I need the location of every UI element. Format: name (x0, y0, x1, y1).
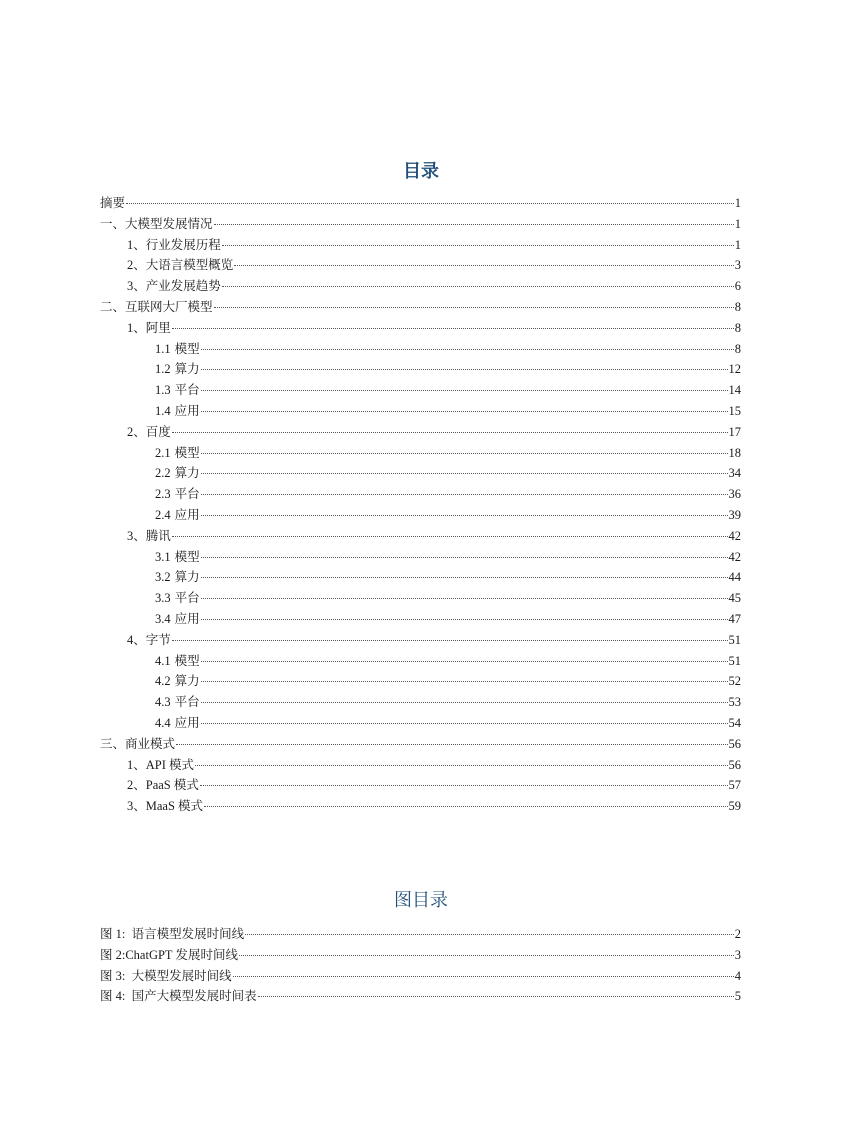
toc-entry-number: 3.1 (155, 549, 171, 564)
toc-entry[interactable] (100, 380, 741, 401)
dot-leader (234, 265, 733, 266)
dot-leader (200, 785, 728, 786)
figure-entry-page: 2 (734, 927, 741, 941)
toc-entry[interactable] (100, 297, 741, 318)
toc-entry-number: 2.4 (155, 507, 171, 522)
dot-leader (214, 307, 734, 308)
figure-entry-page: 4 (734, 968, 741, 983)
toc-entry[interactable] (100, 630, 741, 651)
toc-entry-page: 1 (734, 216, 741, 231)
dot-leader (201, 473, 728, 474)
dot-leader (201, 411, 728, 412)
toc-entry-page: 8 (734, 299, 741, 314)
dot-leader (245, 934, 734, 935)
toc-entry-page: 53 (728, 695, 741, 710)
toc-entry-text: 应用 (174, 507, 200, 522)
toc-entry-page: 3 (734, 258, 741, 273)
toc-entry[interactable] (100, 713, 741, 734)
toc-title: 目录 (403, 161, 439, 182)
toc-entry-page: 52 (728, 674, 741, 689)
toc-entry-page: 42 (728, 549, 741, 564)
dot-leader (239, 955, 734, 956)
toc-entry-page: 1 (734, 237, 741, 252)
toc-entry[interactable] (100, 651, 741, 672)
dot-leader (172, 640, 728, 641)
toc-entry-page: 12 (728, 362, 741, 377)
toc-entry-page: 54 (728, 715, 741, 730)
toc-entry-number: 1.2 (155, 362, 171, 377)
toc-entry-text: 摘要 (100, 196, 126, 210)
toc-entry[interactable] (100, 588, 741, 609)
toc-entry[interactable] (100, 422, 741, 443)
toc-entry[interactable] (100, 401, 741, 422)
toc-entry-text: 3、产业发展趋势 (127, 279, 221, 294)
dot-leader (201, 557, 728, 558)
toc-entry[interactable] (100, 755, 741, 776)
toc-entry[interactable] (100, 775, 741, 796)
dot-leader (172, 536, 728, 537)
toc-entry-text: 模型 (174, 549, 200, 564)
toc-entry-number: 2.2 (155, 466, 171, 481)
dot-leader (201, 723, 728, 724)
toc-entry[interactable] (100, 692, 741, 713)
dot-leader (201, 369, 728, 370)
toc-entry-number: 4.3 (155, 695, 171, 710)
toc-entry[interactable] (100, 276, 741, 297)
dot-leader (172, 432, 728, 433)
toc-entry-page: 1 (734, 196, 741, 210)
figure-entry-page: 3 (734, 947, 741, 962)
toc-entry-number: 4.1 (155, 653, 171, 668)
toc-entry[interactable] (100, 339, 741, 360)
toc-entry[interactable] (100, 443, 741, 464)
toc-entry-text: 应用 (174, 611, 200, 626)
figure-entry-text: 图 2:ChatGPT 发展时间线 (100, 947, 238, 962)
dot-leader (258, 996, 734, 997)
dot-leader (201, 598, 728, 599)
toc-entry-text: 平台 (174, 487, 200, 502)
dot-leader (201, 494, 728, 495)
toc-entry-text: 1、API 模式 (127, 757, 195, 772)
figure-list (100, 924, 741, 1007)
dot-leader (201, 681, 728, 682)
toc-entry[interactable] (100, 214, 741, 235)
toc-entry[interactable] (100, 796, 741, 817)
toc-entry-number: 4.2 (155, 674, 171, 689)
toc-entry-text: 平台 (174, 695, 200, 710)
toc-entry-page: 45 (728, 591, 741, 606)
toc-entry[interactable] (100, 235, 741, 256)
toc-entry[interactable] (100, 547, 741, 568)
toc-entry-number: 3.4 (155, 611, 171, 626)
toc-entry-text: 1、阿里 (127, 320, 171, 335)
dot-leader (233, 976, 734, 977)
toc-entry-number: 4.4 (155, 715, 171, 730)
toc-entry-text: 平台 (174, 591, 200, 606)
toc-entry-page: 57 (728, 778, 741, 793)
toc-entry[interactable] (100, 671, 741, 692)
toc-entry-page: 15 (728, 403, 741, 418)
dot-leader (201, 702, 728, 703)
toc-entry-text: 一、大模型发展情况 (100, 216, 213, 231)
toc-entry[interactable] (100, 609, 741, 630)
toc-entry-text: 3、腾讯 (127, 528, 171, 543)
dot-leader (201, 390, 728, 391)
toc-entry-number: 2.3 (155, 487, 171, 502)
toc-entry-number: 1.1 (155, 341, 171, 356)
toc-entry-text: 1、行业发展历程 (127, 237, 221, 252)
toc-entry-text: 模型 (174, 653, 200, 668)
toc-entry[interactable] (100, 463, 741, 484)
toc-entry-page: 51 (728, 653, 741, 668)
toc-entry-page: 51 (728, 632, 741, 647)
toc-entry-text: 2、百度 (127, 424, 171, 439)
toc-entry-text: 平台 (174, 383, 200, 398)
toc-entry-number: 3.3 (155, 591, 171, 606)
dot-leader (204, 806, 727, 807)
toc-entry-text: 算力 (174, 674, 200, 689)
toc-entry-number: 2.1 (155, 445, 171, 460)
toc-entry-text: 算力 (174, 466, 200, 481)
dot-leader (195, 765, 727, 766)
toc-entry[interactable] (100, 318, 741, 339)
figure-entry-text: 图 3: 大模型发展时间线 (100, 968, 232, 983)
toc-entry-text: 应用 (174, 403, 200, 418)
toc-entry-page: 44 (728, 570, 741, 585)
toc-entry-text: 模型 (174, 445, 200, 460)
toc-entry[interactable] (100, 734, 741, 755)
toc-entry-page: 6 (734, 279, 741, 294)
dot-leader (214, 224, 734, 225)
toc-entry-text: 应用 (174, 715, 200, 730)
figure-list-title: 图目录 (394, 890, 448, 911)
toc-entry-text: 2、大语言模型概览 (127, 258, 234, 273)
figure-entry[interactable] (100, 966, 741, 987)
toc-entry[interactable] (100, 567, 741, 588)
toc-entry[interactable] (100, 484, 741, 505)
figure-entry-page: 5 (734, 989, 741, 1004)
dot-leader (201, 515, 728, 516)
toc-entry-page: 56 (728, 736, 741, 751)
toc-entry-page: 17 (728, 424, 741, 439)
toc-entry-page: 36 (728, 487, 741, 502)
toc-entry-page: 47 (728, 611, 741, 626)
toc-entry-text: 2、PaaS 模式 (127, 778, 199, 793)
dot-leader (201, 453, 728, 454)
toc-entry-text: 算力 (174, 570, 200, 585)
toc-entry-page: 14 (728, 383, 741, 398)
figure-entry-text: 图 1: 语言模型发展时间线 (100, 927, 245, 941)
toc-entry-page: 59 (728, 799, 741, 814)
toc-entry-page: 18 (728, 445, 741, 460)
toc-entry[interactable] (100, 526, 741, 547)
dot-leader (126, 203, 734, 204)
figure-entry[interactable] (100, 986, 741, 1007)
toc-entry[interactable] (100, 193, 741, 214)
toc-entry-number: 3.2 (155, 570, 171, 585)
figure-entry[interactable] (100, 945, 741, 966)
dot-leader (201, 619, 728, 620)
toc-entry-page: 56 (728, 757, 741, 772)
dot-leader (201, 577, 728, 578)
toc-entry-text: 4、字节 (127, 632, 171, 647)
dot-leader (176, 744, 727, 745)
dot-leader (201, 349, 734, 350)
toc-entry-page: 42 (728, 528, 741, 543)
dot-leader (222, 245, 734, 246)
toc-entry-number: 1.3 (155, 383, 171, 398)
toc-entry-page: 8 (734, 341, 741, 356)
toc-entry-text: 三、商业模式 (100, 736, 176, 751)
toc-entry-text: 二、互联网大厂模型 (100, 299, 213, 314)
toc-entry-text: 3、MaaS 模式 (127, 799, 204, 814)
toc-entry-page: 39 (728, 507, 741, 522)
toc-entry[interactable] (100, 359, 741, 380)
dot-leader (222, 286, 734, 287)
toc-entry-page: 34 (728, 466, 741, 481)
toc-entry-page: 8 (734, 320, 741, 335)
toc-entry-text: 算力 (174, 362, 200, 377)
figure-entry[interactable] (100, 924, 741, 945)
toc-entry-number: 1.4 (155, 403, 171, 418)
dot-leader (201, 661, 728, 662)
dot-leader (172, 328, 734, 329)
toc-entry[interactable] (100, 505, 741, 526)
toc-list (100, 193, 741, 817)
figure-entry-text: 图 4: 国产大模型发展时间表 (100, 989, 257, 1004)
toc-entry[interactable] (100, 255, 741, 276)
toc-entry-text: 模型 (174, 341, 200, 356)
